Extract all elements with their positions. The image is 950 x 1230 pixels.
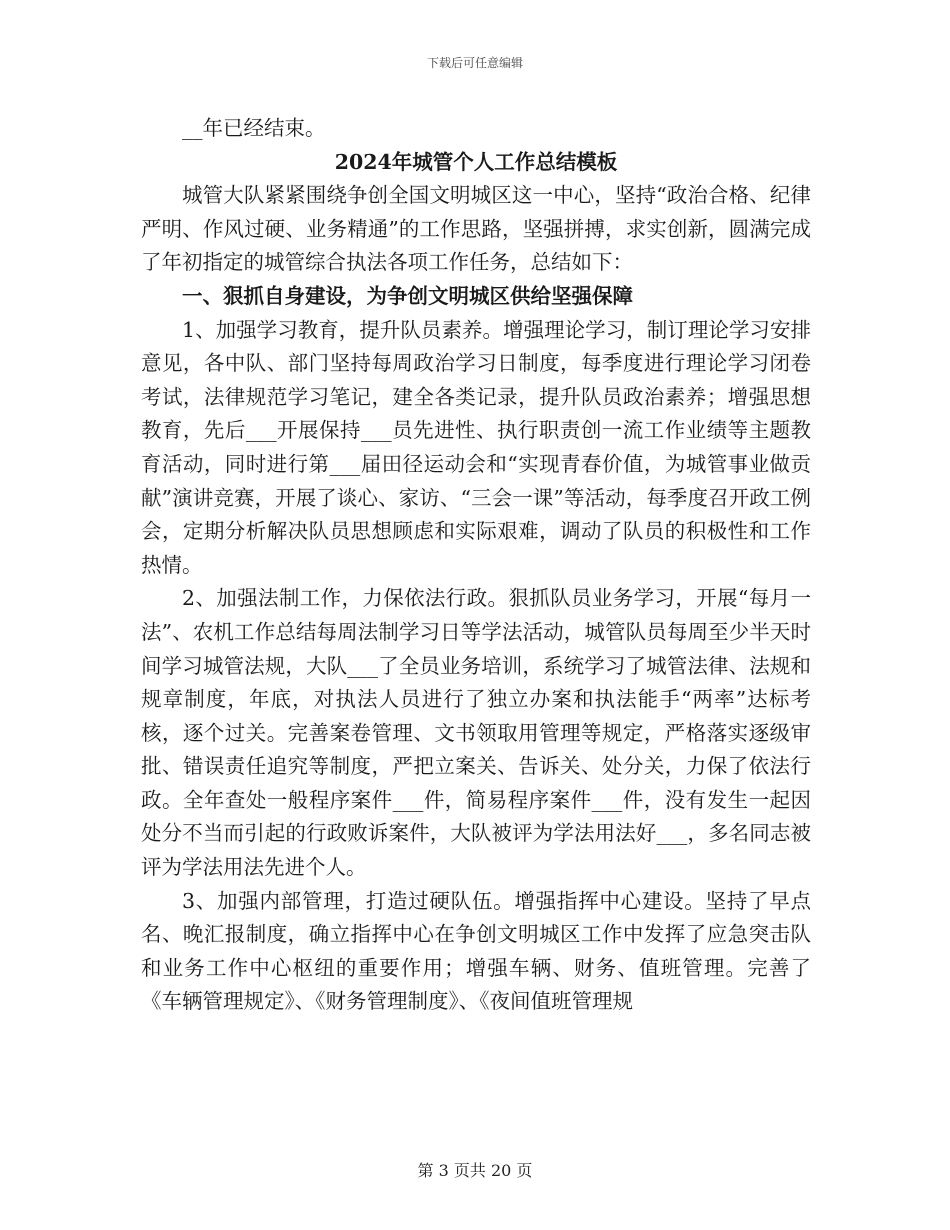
page-number: 第 3 页共 20 页: [417, 1161, 533, 1180]
header-note: 下载后可任意编辑: [426, 56, 523, 70]
paragraph-item-3: 3、加强内部管理，打造过硬队伍。增强指挥中心建设。坚持了早点名、晚汇报制度，确立指挥中心在争创文明城区工作中发挥了应急突击队和业务工作中心枢纽的重要作用；增强车辆、财务、值班管理。完善了《车辆管理规定》、《财务管理制度》、《夜间值班管理规: [141, 888, 811, 1014]
intro-line: __年已经结束。: [182, 116, 326, 140]
section-heading: 一、狠抓自身建设，为争创文明城区供给坚强保障: [182, 283, 633, 308]
document-title: 2024年城管个人工作总结模板: [334, 149, 618, 174]
document-body: [141, 112, 811, 1019]
paragraph-intro: 城管大队紧紧围绕争创全国文明城区这一中心，坚持“政治合格、纪律严明、作风过硬、业务精通”的工作思路，坚强拼搏，求实创新，圆满完成了年初指定的城管综合执法各项工作任务，总结如下：: [141, 183, 811, 275]
paragraph-item-1: 1、加强学习教育，提升队员素养。增强理论学习，制订理论学习安排意见，各中队、部门坚持每周政治学习日制度，每季度进行理论学习闭卷考试，法律规范学习笔记，建全各类记录，提升队员政治素养；增强思想教育，先后___开展保持___员先进性、执行职责创一流工作业绩等主题教育活动，同时进行第___届田径运动会和“实现青春价值，为城管事业做贡献”演讲竞赛，开展了谈心、家访、“三会一课”等活动，每季度召开政工例会，定期分析解决队员思想顾虑和实际艰难，调动了队员的积极性和工作热情。: [141, 317, 811, 577]
paragraph-item-2: 2、加强法制工作，力保依法行政。狠抓队员业务学习，开展“每月一法”、农机工作总结每周法制学习日等学法活动，城管队员每周至少半天时间学习城管法规，大队___了全员业务培训，系统学习了城管法律、法规和规章制度，年底，对执法人员进行了独立办案和执法能手“两率”达标考核，逐个过关。完善案卷管理、文书领取用管理等规定，严格落实逐级审批、错误责任追究等制度，严把立案关、告诉关、处分关，力保了依法行政。全年查处一般程序案件___件，简易程序案件___件，没有发生一起因处分不当而引起的行政败诉案件，大队被评为学法用法好___，多名同志被评为学法用法先进个人。: [141, 586, 811, 880]
